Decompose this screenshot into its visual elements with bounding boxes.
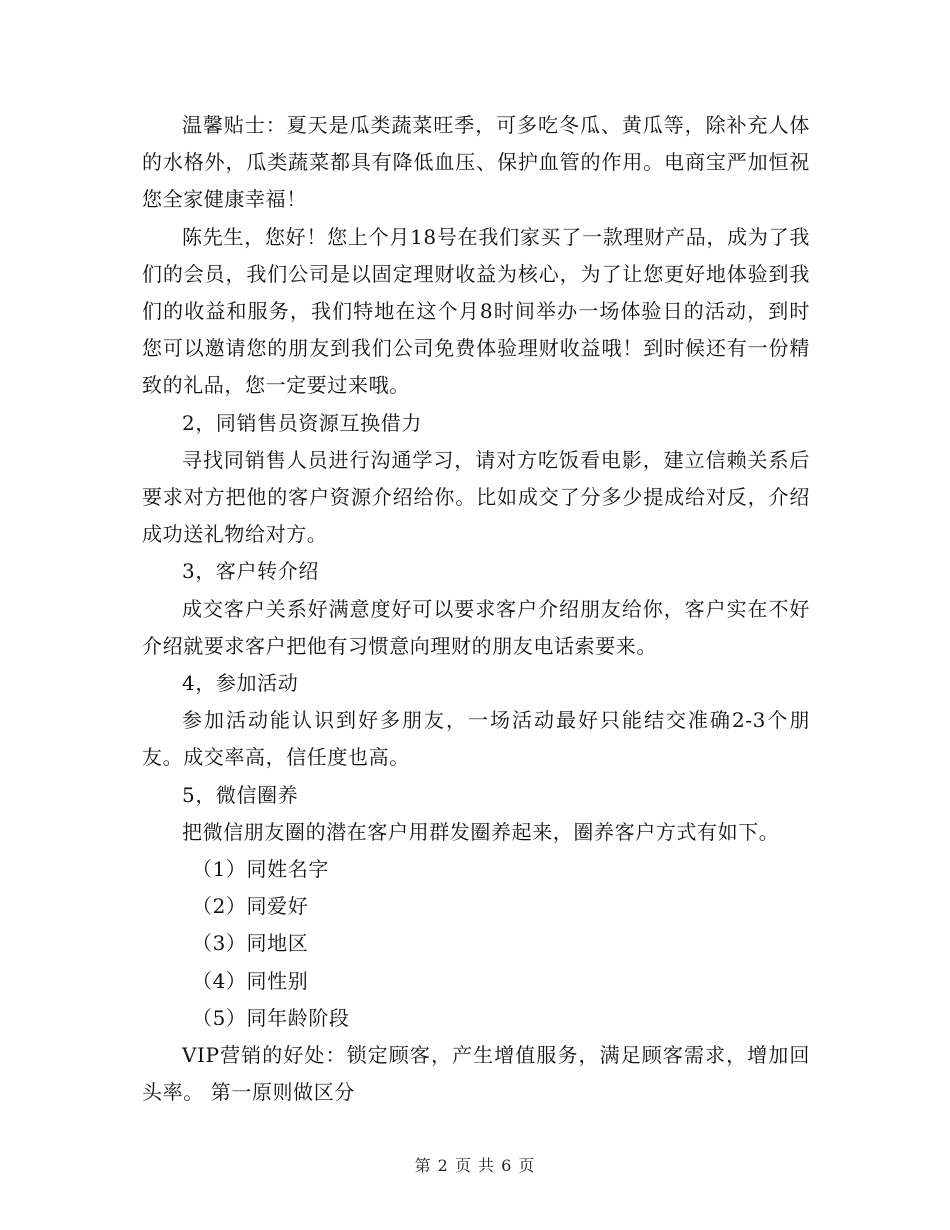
section-3-paragraph: 成交客户关系好满意度好可以要求客户介绍朋友给你，客户实在不好介绍就要求客户把他有习惯意向理财的朋友电话索要来。	[142, 596, 810, 658]
section-5-paragraph: 把微信朋友圈的潜在客户用群发圈养起来，圈养客户方式有如下。	[182, 819, 780, 844]
document-body	[142, 107, 810, 1111]
list-item: （5）同年龄阶段	[192, 1005, 350, 1030]
section-heading-4: 4，参加活动	[182, 671, 299, 696]
customer-message-paragraph: 陈先生，您好！您上个月18号在我们家买了一款理财产品，成为了我们的会员，我们公司是以固定理财收益为核心，为了让您更好地体验到我们的收益和服务，我们特地在这个月8时间举办一场体验日的活动，到时您可以邀请您的朋友到我们公司免费体验理财收益哦！到时候还有一份精致的礼品，您一定要过来哦。	[142, 224, 810, 398]
vip-paragraph: VIP营销的好处：锁定顾客，产生增值服务，满足顾客需求，增加回头率。 第一原则做区分	[142, 1043, 810, 1105]
list-item: （3）同地区	[192, 931, 309, 956]
page-number: 第 2 页 共 6 页	[414, 1156, 536, 1175]
section-2-paragraph: 寻找同销售人员进行沟通学习，请对方吃饭看电影，建立信赖关系后要求对方把他的客户资源介绍给你。比如成交了分多少提成给对反，介绍成功送礼物给对方。	[142, 447, 810, 547]
section-heading-3: 3，客户转介绍	[182, 559, 319, 584]
section-heading-5: 5，微信圈养	[182, 782, 299, 807]
list-item: （2）同爱好	[192, 894, 309, 919]
list-item: （4）同性别	[192, 968, 309, 993]
tip-paragraph: 温馨贴士：夏天是瓜类蔬菜旺季，可多吃冬瓜、黄瓜等，除补充人体的水格外，瓜类蔬菜都具有降低血压、保护血管的作用。电商宝严加恒祝您全家健康幸福！	[142, 113, 810, 212]
section-4-paragraph: 参加活动能认识到好多朋友，一场活动最好只能结交准确2-3个朋友。成交率高，信任度也高。	[142, 708, 810, 770]
section-heading-2: 2，同销售员资源互换借力	[182, 410, 422, 435]
list-item: （1）同姓名字	[192, 857, 329, 882]
